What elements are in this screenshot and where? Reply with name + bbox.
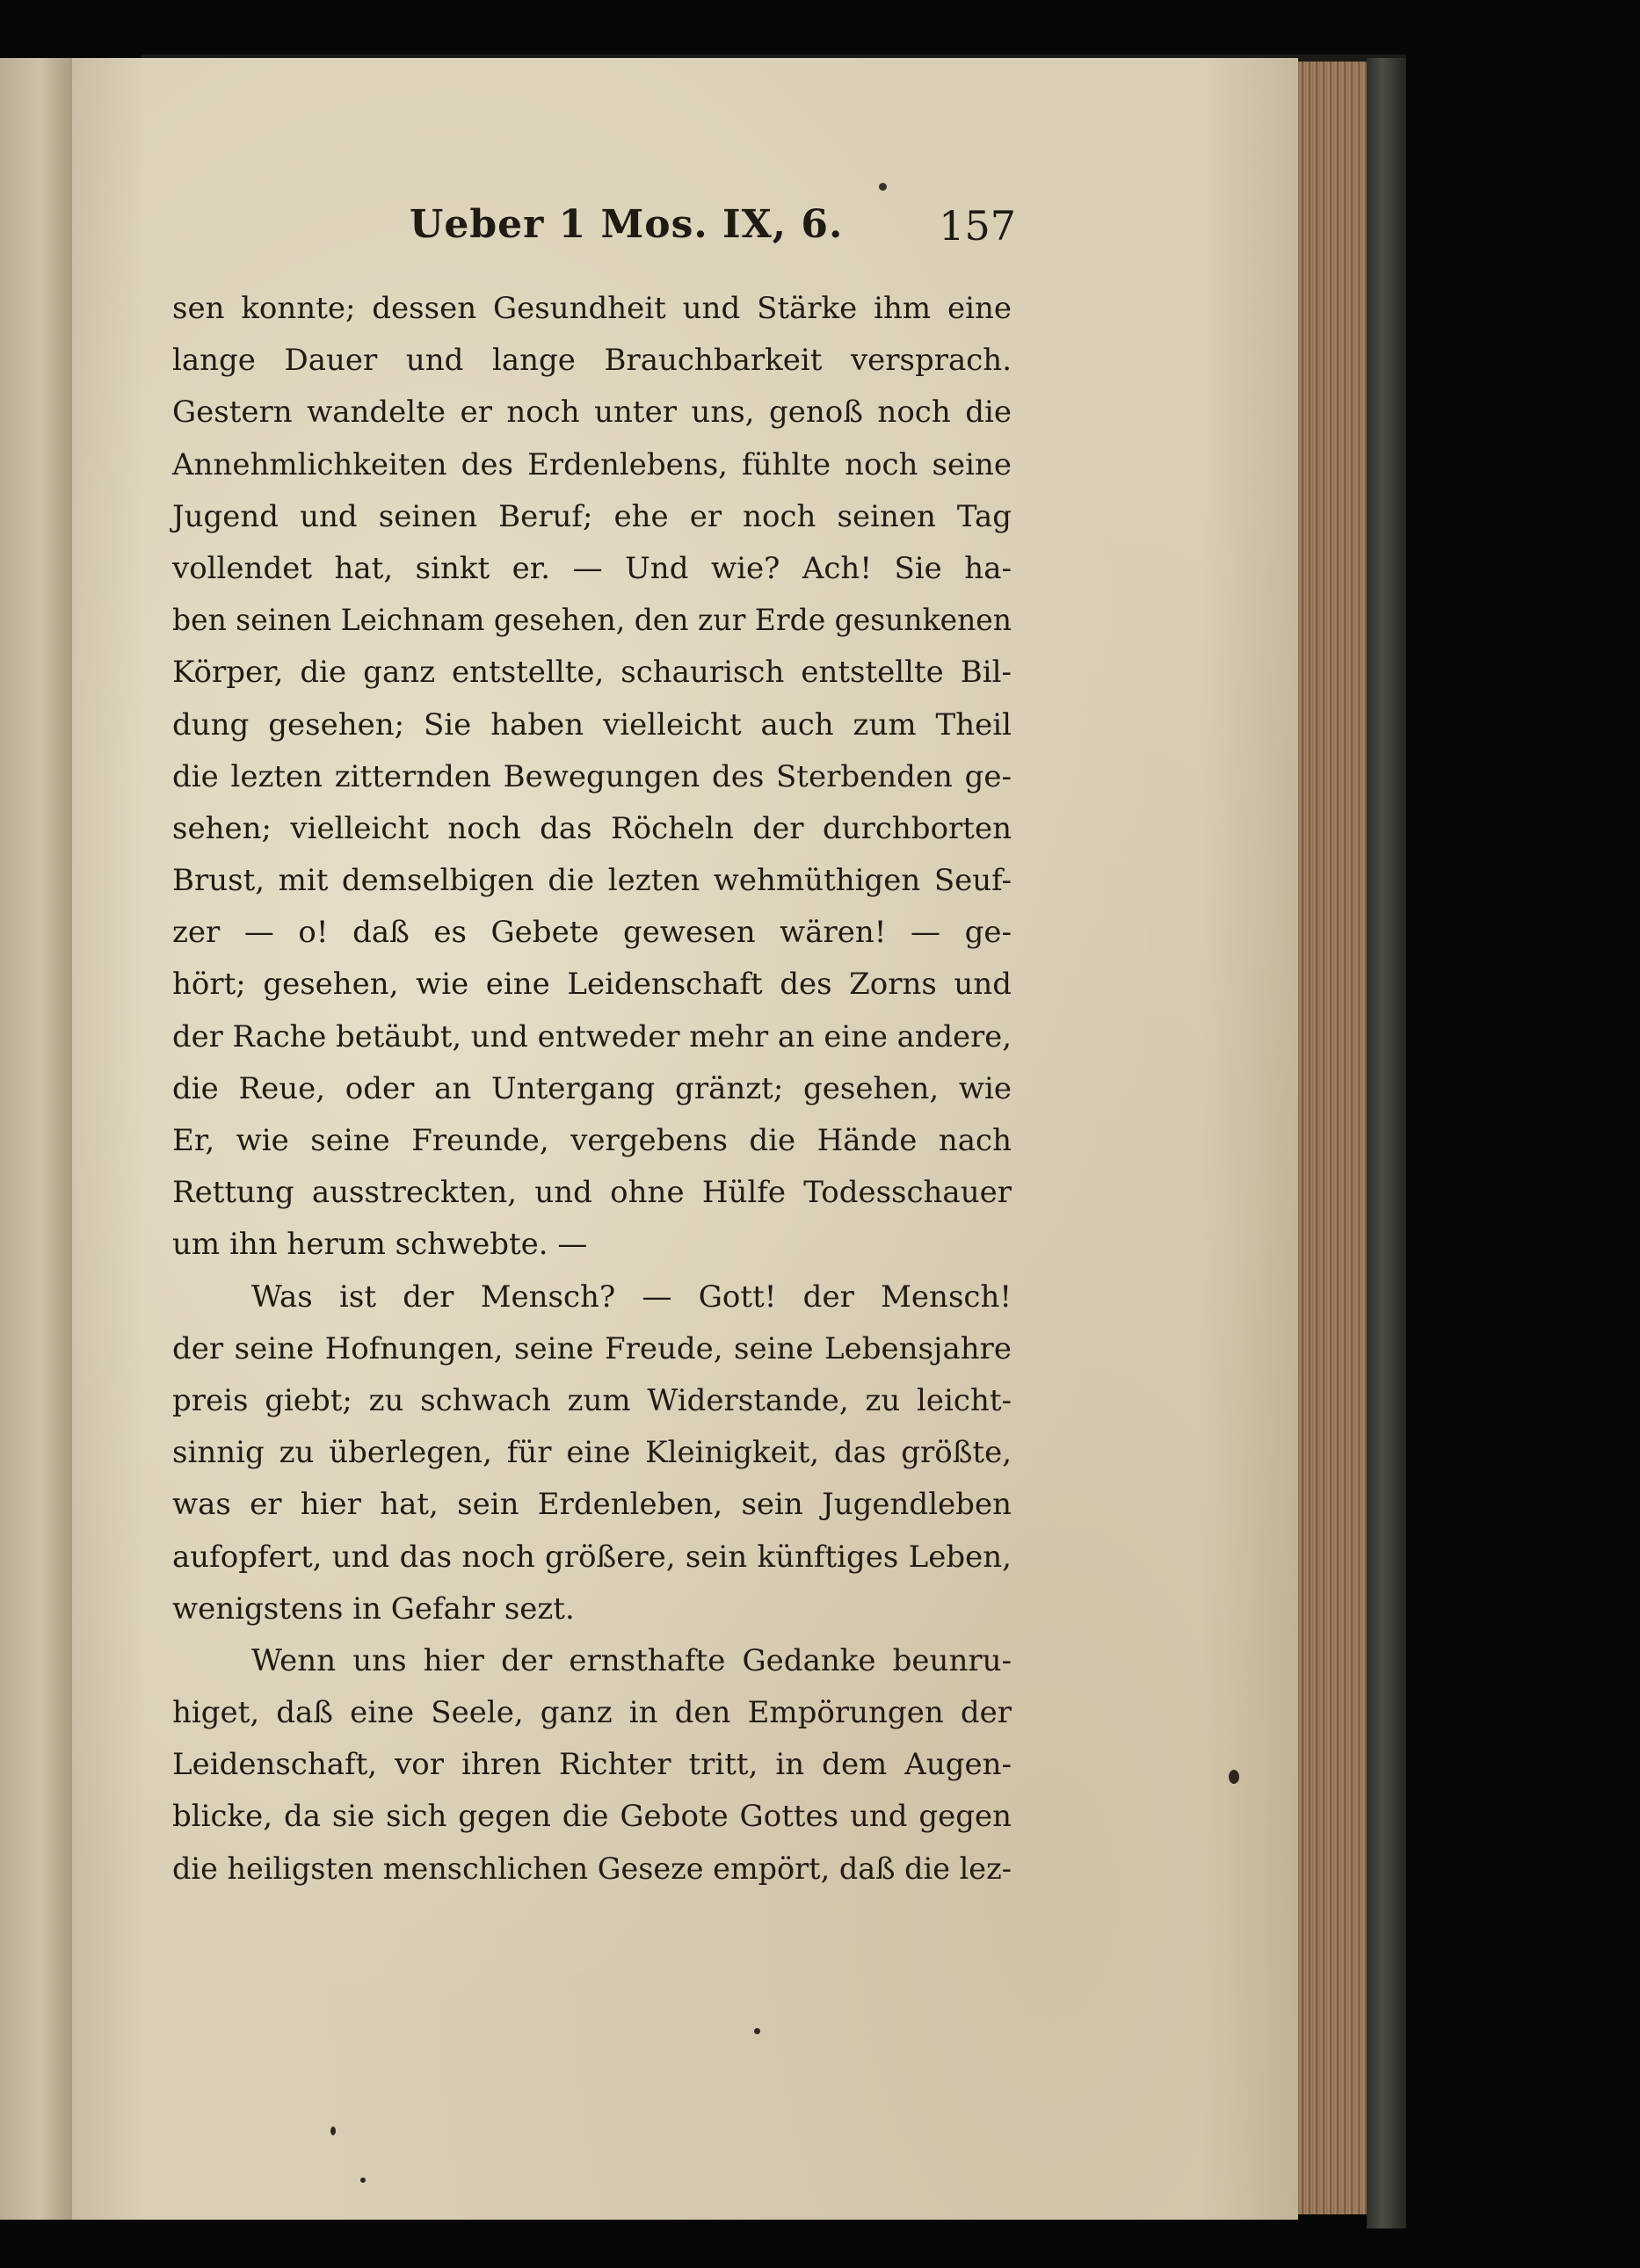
text-line: preis giebt; zu schwach zum Widerstande, zu leicht- <box>172 1382 1012 1418</box>
text-line: vollendet hat, sinkt er. — Und wie? Ach! Sie ha- <box>172 550 1012 586</box>
previous-page-edge <box>0 58 72 2220</box>
text-line: Körper, die ganz entstellte, schaurisch entstellte Bil- <box>172 655 1012 691</box>
text-line: um ihn herum schwebte. — <box>172 1227 588 1263</box>
ink-speck <box>330 2127 336 2135</box>
text-line: blicke, da sie sich gegen die Gebote Gottes und gegen <box>172 1799 1012 1835</box>
text-line: Annehmlichkeiten des Erdenlebens, fühlte noch seine <box>172 446 1012 482</box>
text-line: dung gesehen; Sie haben vielleicht auch zum Theil <box>172 706 1012 743</box>
text-line: der Rache betäubt, und entweder mehr an eine andere, <box>172 1018 1012 1054</box>
running-title: Ueber 1 Mos. IX, 6. <box>410 202 844 247</box>
text-line: der seine Hofnungen, seine Freude, seine Lebensjahre <box>172 1330 1012 1366</box>
text-line: die heiligsten menschlichen Geseze empört, daß die lez- <box>172 1851 1012 1887</box>
paragraph-first-line: Was ist der Mensch? — Gott! der Mensch! <box>251 1279 1012 1315</box>
page-number: 157 <box>939 202 1016 250</box>
text-line: lange Dauer und lange Brauchbarkeit versprach. <box>172 343 1012 379</box>
page-block-edges <box>1298 62 1367 2214</box>
text-line: Rettung ausstreckten, und ohne Hülfe Todesschauer <box>172 1175 1012 1211</box>
text-line: higet, daß eine Seele, ganz in den Empörungen der <box>172 1695 1012 1731</box>
ink-speck <box>879 183 887 191</box>
text-line: sinnig zu überlegen, für eine Kleinigkeit, das größte, <box>172 1435 1012 1471</box>
text-line: die Reue, oder an Untergang gränzt; gesehen, wie <box>172 1070 1012 1106</box>
text-line: hört; gesehen, wie eine Leidenschaft des Zorns und <box>172 967 1012 1003</box>
cover-board <box>1367 58 1406 2228</box>
text-line: ben seinen Leichnam gesehen, den zur Erde gesunkenen <box>172 603 1012 639</box>
text-line: Gestern wandelte er noch unter uns, genoß noch die <box>172 395 1012 431</box>
page-header <box>410 202 1016 272</box>
ink-speck <box>360 2177 366 2183</box>
ink-speck <box>1229 1770 1239 1784</box>
text-line: Er, wie seine Freunde, vergebens die Hände nach <box>172 1123 1012 1158</box>
ink-speck <box>754 2028 760 2034</box>
paragraph-first-line: Wenn uns hier der ernsthafte Gedanke beunru- <box>251 1642 1012 1678</box>
text-line: zer — o! daß es Gebete gewesen wären! — ge- <box>172 915 1012 951</box>
body-text <box>172 283 1012 1895</box>
text-line: sen konnte; dessen Gesundheit und Stärke ihm eine <box>172 291 1012 326</box>
text-line: aufopfert, und das noch größere, sein künftiges Leben, <box>172 1539 1012 1575</box>
text-line: die lezten zitternden Bewegungen des Sterbenden ge- <box>172 758 1012 794</box>
text-line: Leidenschaft, vor ihren Richter tritt, in dem Augen- <box>172 1747 1012 1783</box>
text-line: Jugend und seinen Beruf; ehe er noch seinen Tag <box>172 498 1012 534</box>
text-line: wenigstens in Gefahr sezt. <box>172 1590 575 1627</box>
text-line: Brust, mit demselbigen die lezten wehmüthigen Seuf- <box>172 863 1012 899</box>
text-line: was er hier hat, sein Erdenleben, sein Jugendleben <box>172 1487 1012 1523</box>
text-line: sehen; vielleicht noch das Röcheln der durchborten <box>172 810 1012 846</box>
